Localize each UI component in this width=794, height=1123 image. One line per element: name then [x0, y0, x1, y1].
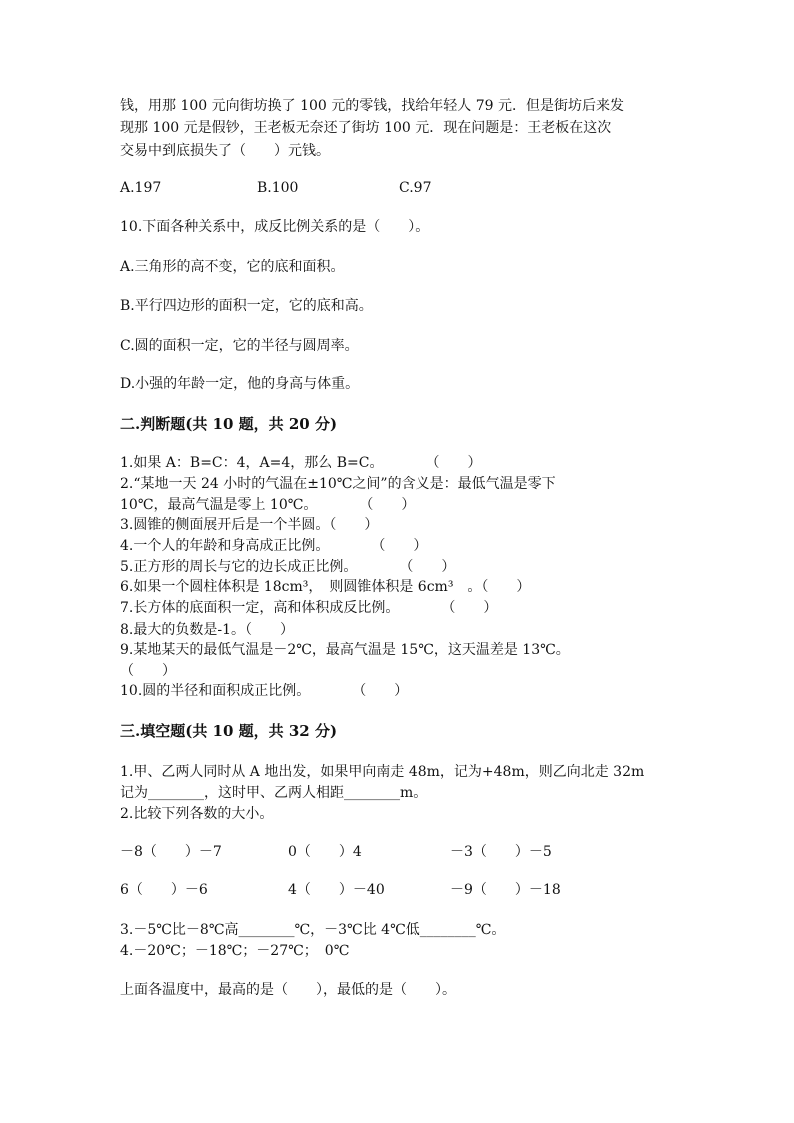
fill-q1-line-2: 记为________，这时甲、乙两人相距________m。	[120, 785, 428, 801]
section2-title: 二.判断题(共 10 题，共 20 分)	[120, 415, 338, 433]
tf-item-3: 3.圆锥的侧面展开后是一个半圆。（ ）	[120, 517, 379, 533]
q10-option-d: D.小强的年龄一定，他的身高与体重。	[120, 376, 360, 392]
q9-option-a: A.197	[120, 180, 162, 196]
q10-option-b: B.平行四边形的面积一定，它的底和高。	[120, 298, 373, 314]
fill-q1-line-1: 1.甲、乙两人同时从 A 地出发，如果甲向南走 48m，记为+48m，则乙向北走 32m	[120, 764, 645, 780]
fill-q3: 3.－5℃比－8℃高________℃，－3℃比 4℃低________℃。	[120, 922, 506, 938]
fill-q4: 4.－20℃；－18℃；－27℃； 0℃	[120, 943, 350, 959]
q9-text-line-2: 现那 100 元是假钞，王老板无奈还了街坊 100 元．现在问题是：王老板在这次	[120, 120, 612, 136]
q9-text-line-3: 交易中到底损失了（ ）元钱。	[120, 143, 330, 159]
fill-q2: 2.比较下列各数的大小。	[120, 806, 274, 822]
tf-item-9-line-2: （ ）	[120, 663, 176, 679]
tf-item-2-line-2: 10℃，最高气温是零上 10℃。 （ ）	[120, 497, 416, 513]
tf-item-10: 10.圆的半径和面积成正比例。 （ ）	[120, 683, 409, 699]
q10-stem: 10.下面各种关系中，成反比例关系的是（ ）。	[120, 219, 430, 235]
compare-2: 0（ ）4	[288, 844, 362, 860]
compare-3: －3（ ）－5	[450, 844, 552, 860]
tf-item-2-line-1: 2.“某地一天 24 小时的气温在±10℃之间”的含义是：最低气温是零下	[120, 476, 556, 492]
section3-title: 三.填空题(共 10 题，共 32 分)	[120, 722, 338, 740]
fill-q4-question: 上面各温度中，最高的是（ ），最低的是（ ）。	[120, 982, 456, 998]
tf-item-8: 8.最大的负数是-1。（ ）	[120, 622, 294, 638]
compare-1: －8（ ）－7	[120, 844, 222, 860]
tf-item-4: 4.一个人的年龄和身高成正比例。 （ ）	[120, 538, 428, 554]
q9-text-line-1: 钱，用那 100 元向街坊换了 100 元的零钱，找给年轻人 79 元．但是街坊后来发	[120, 98, 624, 114]
compare-4: 6（ ）－6	[120, 882, 208, 898]
tf-item-7: 7.长方体的底面积一定，高和体积成反比例。 （ ）	[120, 600, 498, 616]
q10-option-c: C.圆的面积一定，它的半径与圆周率。	[120, 338, 359, 354]
tf-item-5: 5.正方形的周长与它的边长成正比例。 （ ）	[120, 559, 456, 575]
tf-item-6: 6.如果一个圆柱体积是 18cm³， 则圆锥体积是 6cm³ 。（ ）	[120, 579, 531, 595]
q10-option-a: A.三角形的高不变，它的底和面积。	[120, 259, 345, 275]
q9-option-b: B.100	[257, 180, 299, 196]
compare-6: －9（ ）－18	[450, 882, 561, 898]
q9-option-c: C.97	[399, 180, 432, 196]
tf-item-1: 1.如果 A：B=C：4，A=4，那么 B=C。 （ ）	[120, 455, 482, 471]
tf-item-9-line-1: 9.某地某天的最低气温是－2℃，最高气温是 15℃，这天温差是 13℃。	[120, 642, 570, 658]
compare-5: 4（ ）－40	[288, 882, 385, 898]
